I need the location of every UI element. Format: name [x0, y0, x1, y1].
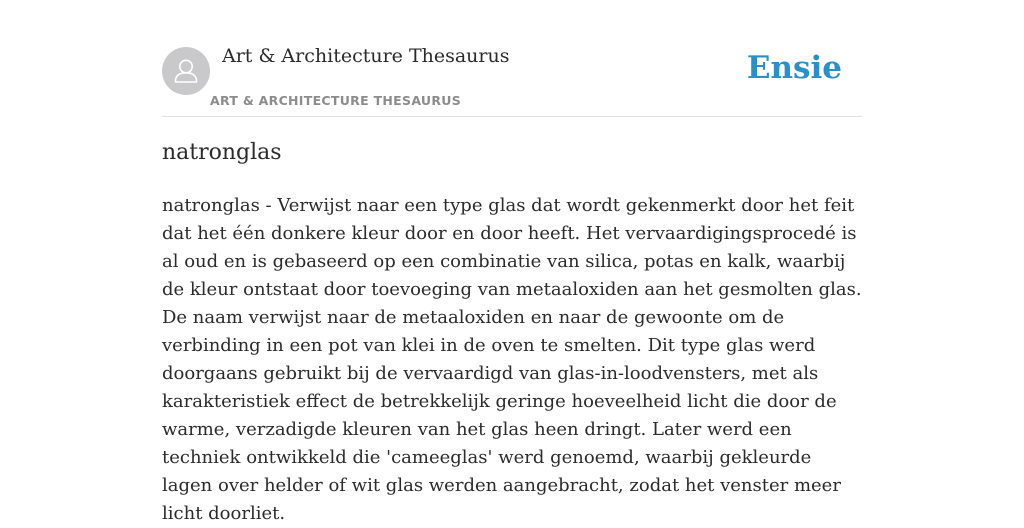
- avatar[interactable]: [162, 47, 210, 95]
- user-silhouette-icon: [162, 47, 210, 95]
- page-container: [162, 0, 862, 524]
- entry-title: natronglas: [162, 140, 282, 165]
- entry-definition: natronglas - Verwijst naar een type glas dat wordt gekenmerkt door het feit dat het één donkere kleur door en door heeft. Het vervaardigingsprocedé is al oud en is gebaseerd op een combinatie van silica, potas en kalk, waarbij de kleur ontstaat door toevoeging van metaaloxiden aan het gesmolten glas. De naam verwijst naar de metaaloxiden en naar de gewoonte om de verbinding in een pot van klei in de oven te smelten. Dit type glas werd doorgaans gebruikt bij de vervaardigd van glas-in-loodvensters, met als karakteristiek effect de betrekkelijk geringe hoeveelheid licht die door de warme, verzadigde kleuren van het glas heen dringt. Later werd een techniek ontwikkeld die 'cameeglas' werd genoemd, waarbij gekleurde lagen over helder of wit glas werden aangebracht, zodat het venster meer licht doorliet.: [162, 195, 862, 524]
- header: [162, 0, 862, 117]
- source-title[interactable]: Art & Architecture Thesaurus: [222, 45, 510, 67]
- brand-logo[interactable]: Ensie: [746, 50, 842, 86]
- source-subtitle: ART & ARCHITECTURE THESAURUS: [210, 93, 462, 108]
